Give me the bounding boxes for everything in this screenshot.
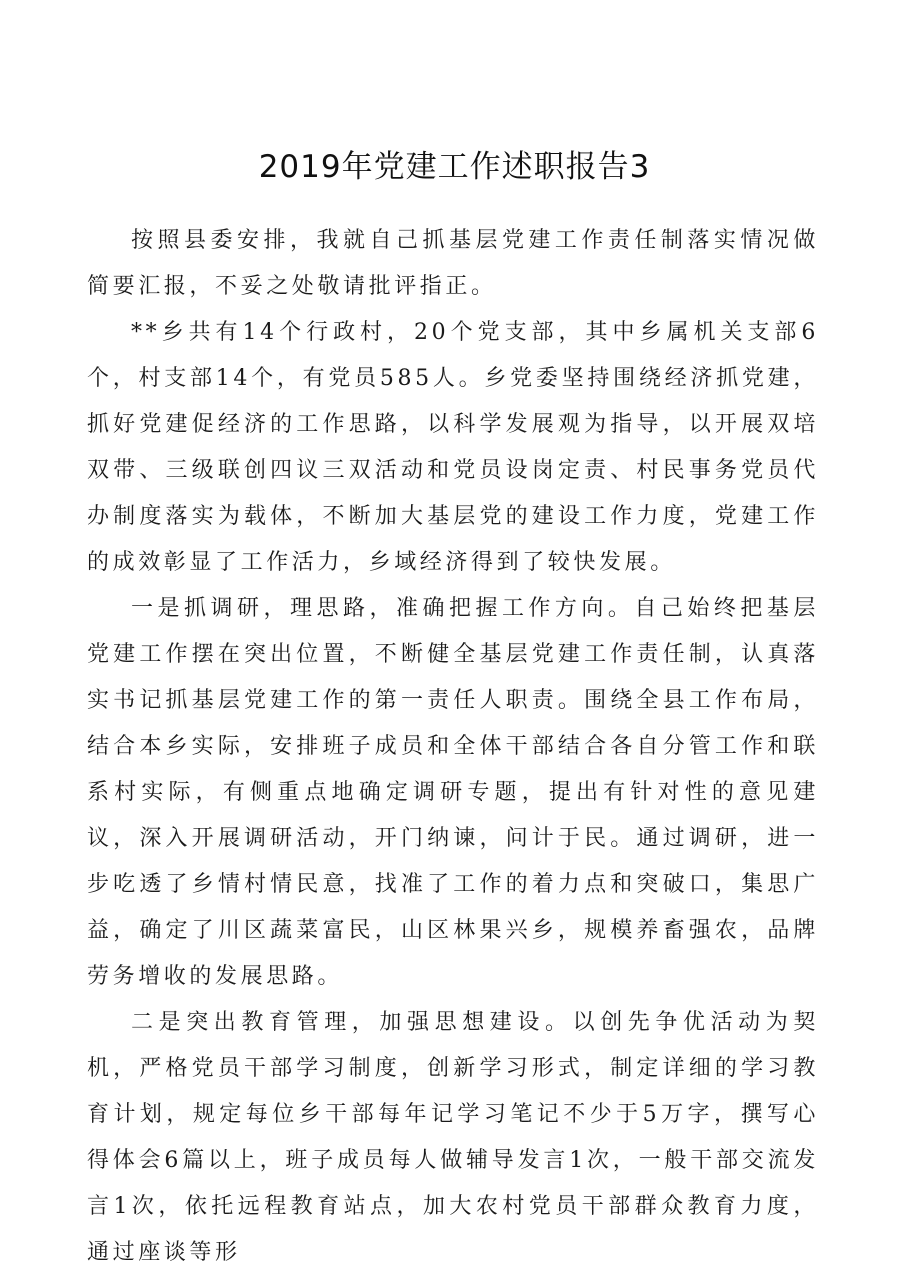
paragraph-education: 二是突出教育管理，加强思想建设。以创先争优活动为契机，严格党员干部学习制度，创新学习形式，制定详细的学习教育计划，规定每位乡干部每年记学习笔记不少于5万字，撰写心得体会6篇以上，班子成员每人做辅导发言1次，一般干部交流发言1次，依托远程教育站点，加大农村党员干部群众教育力度，通过座谈等形: [87, 1010, 819, 1265]
paragraph-intro: 按照县委安排，我就自己抓基层党建工作责任制落实情况做简要汇报，不妥之处敬请批评指正。: [87, 228, 819, 299]
paragraph-research: 一是抓调研，理思路，准确把握工作方向。自己始终把基层党建工作摆在突出位置，不断健全基层党建工作责任制，认真落实书记抓基层党建工作的第一责任人职责。围绕全县工作布局，结合本乡实际，安排班子成员和全体干部结合各自分管工作和联系村实际，有侧重点地确定调研专题，提出有针对性的意见建议，深入开展调研活动，开门纳谏，问计于民。通过调研，进一步吃透了乡情村情民意，找准了工作的着力点和突破口，集思广益，确定了川区蔬菜富民，山区林果兴乡，规模养畜强农，品牌劳务增收的发展思路。: [87, 596, 819, 989]
paragraph-overview: **乡共有14个行政村，20个党支部，其中乡属机关支部6个，村支部14个，有党员585人。乡党委坚持围绕经济抓党建，抓好党建促经济的工作思路，以科学发展观为指导，以开展双培双带、三级联创四议三双活动和党员设岗定责、村民事务党员代办制度落实为载体，不断加大基层党的建设工作力度，党建工作的成效彰显了工作活力，乡域经济得到了较快发展。: [87, 320, 819, 575]
document-title: 2019年党建工作述职报告3: [258, 149, 651, 185]
document-body: [87, 218, 819, 1276]
